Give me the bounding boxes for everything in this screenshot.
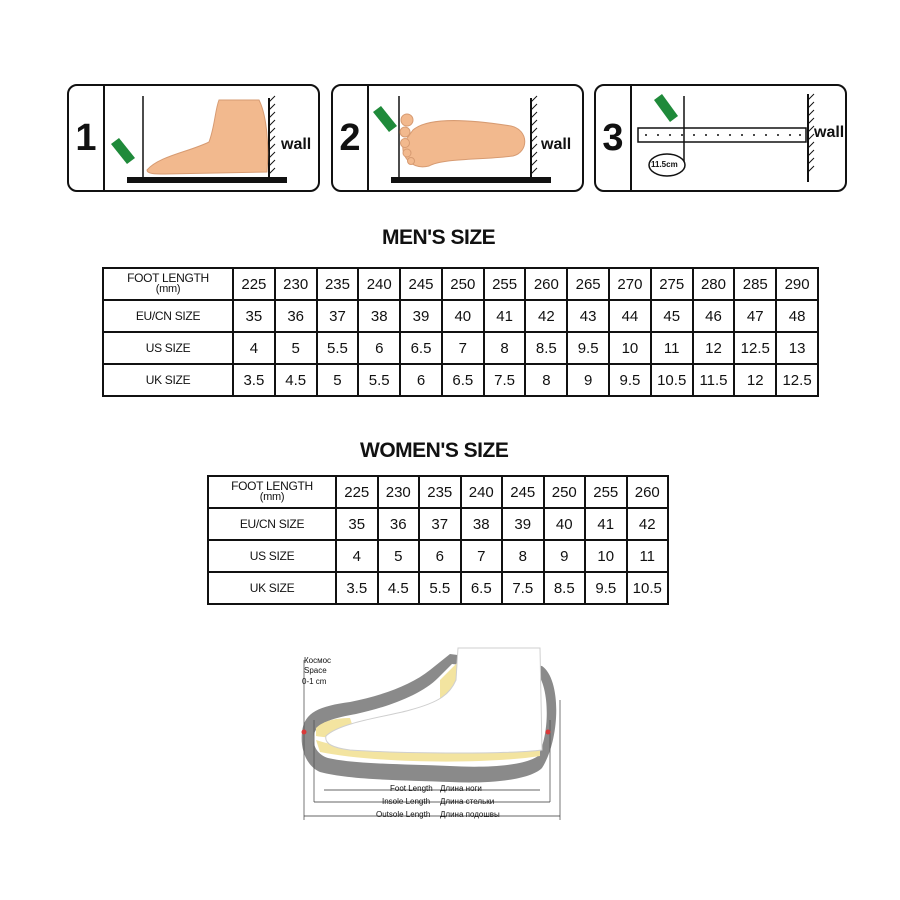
size-cell: 38: [358, 300, 400, 332]
size-row: [208, 508, 668, 540]
size-cell: 240: [358, 268, 400, 300]
size-cell: 41: [484, 300, 526, 332]
size-cell: 255: [484, 268, 526, 300]
size-cell: 11.5: [693, 364, 735, 396]
step-number: 2: [333, 86, 369, 190]
size-cell: 42: [525, 300, 567, 332]
size-cell: 6: [419, 540, 461, 572]
size-row: [208, 540, 668, 572]
size-cell: 10: [585, 540, 627, 572]
size-row: [208, 476, 668, 508]
size-cell: 12: [693, 332, 735, 364]
row-label: [103, 332, 233, 364]
size-cell: 35: [233, 300, 275, 332]
wall-label: wall: [814, 124, 845, 141]
size-cell: 255: [585, 476, 627, 508]
size-cell: 270: [609, 268, 651, 300]
outsole-length-label-en: Outsole Length: [376, 810, 431, 819]
size-cell: 43: [567, 300, 609, 332]
size-cell: 10: [609, 332, 651, 364]
size-cell: 6.5: [461, 572, 503, 604]
space-range-label: 0-1 cm: [302, 677, 327, 686]
size-cell: 8: [484, 332, 526, 364]
size-cell: 11: [651, 332, 693, 364]
step-1-panel: [67, 84, 320, 192]
row-label: [208, 540, 336, 572]
size-row: [103, 332, 818, 364]
size-cell: 4: [233, 332, 275, 364]
size-cell: 38: [461, 508, 503, 540]
size-cell: 13: [776, 332, 818, 364]
step-number: 1: [69, 86, 105, 190]
shoe-cross-section-illustration: [290, 640, 580, 830]
size-cell: 4.5: [378, 572, 420, 604]
size-cell: 275: [651, 268, 693, 300]
row-label-text: UK SIZE: [145, 372, 191, 387]
size-cell: 9: [544, 540, 586, 572]
shoe-length-diagram: [290, 640, 580, 830]
size-row: [208, 572, 668, 604]
size-cell: 12.5: [734, 332, 776, 364]
row-label: [103, 300, 233, 332]
size-cell: 5.5: [317, 332, 359, 364]
size-cell: 240: [461, 476, 503, 508]
size-cell: 260: [525, 268, 567, 300]
row-label: [208, 476, 336, 508]
size-cell: 230: [275, 268, 317, 300]
wall-label: wall: [541, 136, 572, 153]
insole-length-label-en: Insole Length: [382, 797, 431, 806]
measure-label: 11.5cm: [651, 160, 678, 169]
size-row: [103, 364, 818, 396]
size-cell: 37: [419, 508, 461, 540]
size-cell: 3.5: [336, 572, 378, 604]
size-cell: 5.5: [419, 572, 461, 604]
men-size-title: MEN'S SIZE: [382, 226, 496, 249]
size-cell: 6.5: [400, 332, 442, 364]
step-number: 3: [596, 86, 632, 190]
size-cell: 45: [651, 300, 693, 332]
size-cell: 39: [502, 508, 544, 540]
size-cell: 280: [693, 268, 735, 300]
insole-length-label-ru: Длина стельки: [440, 797, 495, 806]
ruler-illustration: [596, 86, 847, 192]
row-label-text: UK SIZE: [249, 580, 295, 595]
size-cell: 245: [400, 268, 442, 300]
size-cell: 11: [627, 540, 669, 572]
size-cell: 48: [776, 300, 818, 332]
row-sublabel: (mm): [155, 283, 181, 295]
size-cell: 285: [734, 268, 776, 300]
size-cell: 260: [627, 476, 669, 508]
row-label: [103, 268, 233, 300]
size-cell: 5: [275, 332, 317, 364]
size-cell: 9.5: [585, 572, 627, 604]
size-cell: 35: [336, 508, 378, 540]
size-cell: 41: [585, 508, 627, 540]
foot-length-label-ru: Длина ноги: [440, 784, 482, 793]
row-label-text: US SIZE: [145, 340, 191, 355]
row-label: [103, 364, 233, 396]
size-cell: 6: [400, 364, 442, 396]
men-size-table: [102, 267, 819, 397]
size-cell: 47: [734, 300, 776, 332]
row-label-text: FOOT LENGTH: [231, 479, 313, 493]
size-cell: 7.5: [502, 572, 544, 604]
outsole-length-label-ru: Длина подошвы: [440, 810, 500, 819]
size-cell: 5: [317, 364, 359, 396]
size-cell: 36: [275, 300, 317, 332]
space-label-ru: Космос: [304, 656, 332, 665]
size-cell: 290: [776, 268, 818, 300]
size-cell: 8.5: [525, 332, 567, 364]
women-size-title: WOMEN'S SIZE: [360, 439, 509, 462]
size-cell: 40: [442, 300, 484, 332]
row-sublabel: (mm): [259, 491, 285, 503]
size-cell: 230: [378, 476, 420, 508]
size-cell: 245: [502, 476, 544, 508]
size-cell: 250: [544, 476, 586, 508]
size-cell: 9: [567, 364, 609, 396]
size-cell: 6: [358, 332, 400, 364]
size-cell: 8.5: [544, 572, 586, 604]
size-cell: 37: [317, 300, 359, 332]
foot-length-label-en: Foot Length: [390, 784, 433, 793]
size-cell: 265: [567, 268, 609, 300]
size-cell: 10.5: [651, 364, 693, 396]
size-cell: 7: [442, 332, 484, 364]
size-cell: 5: [378, 540, 420, 572]
size-cell: 9.5: [567, 332, 609, 364]
size-cell: 225: [336, 476, 378, 508]
size-cell: 40: [544, 508, 586, 540]
space-label-en: Space: [304, 666, 327, 675]
size-row: [103, 268, 818, 300]
step-2-panel: [331, 84, 584, 192]
size-cell: 12: [734, 364, 776, 396]
size-cell: 39: [400, 300, 442, 332]
size-cell: 12.5: [776, 364, 818, 396]
size-cell: 4: [336, 540, 378, 572]
size-row: [103, 300, 818, 332]
row-label: [208, 508, 336, 540]
size-cell: 3.5: [233, 364, 275, 396]
size-cell: 42: [627, 508, 669, 540]
row-label-text: FOOT LENGTH: [127, 271, 209, 285]
size-cell: 250: [442, 268, 484, 300]
size-cell: 8: [502, 540, 544, 572]
row-label-text: US SIZE: [249, 548, 295, 563]
size-cell: 7: [461, 540, 503, 572]
size-cell: 6.5: [442, 364, 484, 396]
size-cell: 235: [419, 476, 461, 508]
size-cell: 44: [609, 300, 651, 332]
women-size-table: [207, 475, 669, 605]
size-cell: 225: [233, 268, 275, 300]
size-cell: 235: [317, 268, 359, 300]
row-label-text: EU/CN SIZE: [239, 516, 305, 531]
size-cell: 46: [693, 300, 735, 332]
size-cell: 9.5: [609, 364, 651, 396]
size-cell: 5.5: [358, 364, 400, 396]
row-label-text: EU/CN SIZE: [135, 308, 201, 323]
wall-label: wall: [281, 136, 312, 153]
size-cell: 10.5: [627, 572, 669, 604]
size-cell: 8: [525, 364, 567, 396]
size-cell: 7.5: [484, 364, 526, 396]
step-3-panel: [594, 84, 847, 192]
size-cell: 36: [378, 508, 420, 540]
size-cell: 4.5: [275, 364, 317, 396]
row-label: [208, 572, 336, 604]
